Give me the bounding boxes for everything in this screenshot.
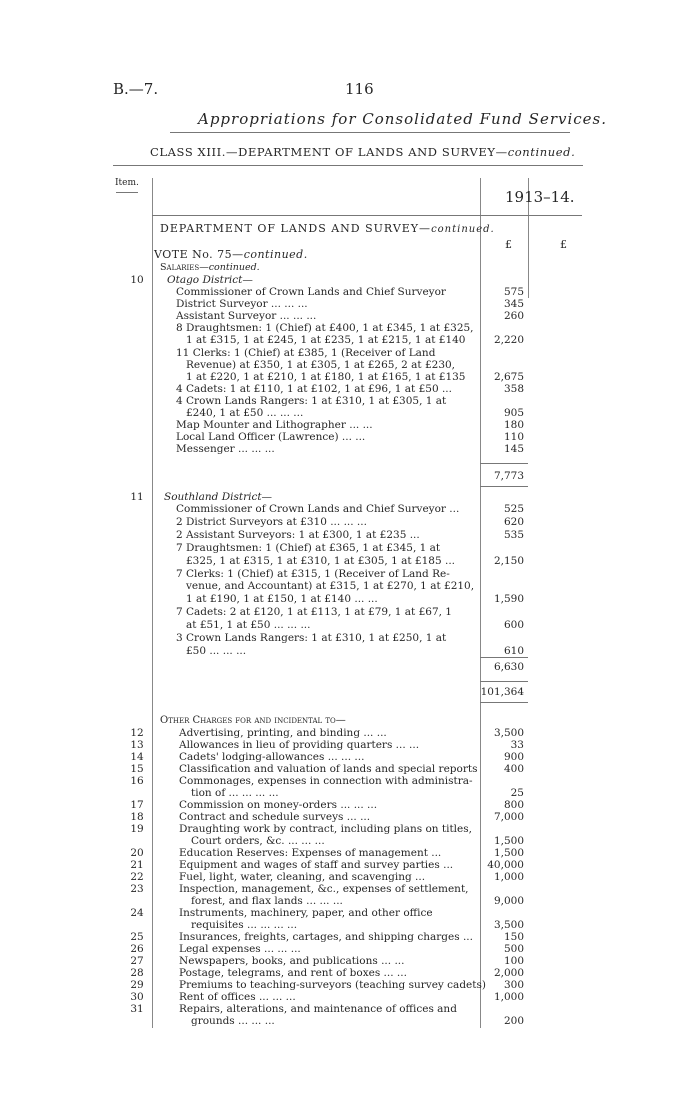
line-text: requisites ... ... ... ... xyxy=(191,919,298,931)
line-text: Premiums to teaching-surveyors (teaching survey cadets) xyxy=(179,979,486,991)
grand-total: 101,364 xyxy=(480,686,524,698)
table-top-rule xyxy=(113,165,583,166)
line-text: Commonages, expenses in connection with administra- xyxy=(179,775,473,787)
header-bottom-rule xyxy=(152,215,582,216)
line-text: 2 District Surveyors at £310 ... ... ... xyxy=(176,515,367,528)
vote-continued: continued. xyxy=(243,248,308,261)
line-amount: 535 xyxy=(503,528,524,541)
line-amount: 3,500 xyxy=(493,919,524,931)
line-text: Equipment and wages of staff and survey parties ... xyxy=(179,859,454,871)
line-text: Postage, telegrams, and rent of boxes ... ... xyxy=(179,967,407,979)
line-amount: 1,000 xyxy=(493,991,524,1003)
line-amount: 9,000 xyxy=(493,895,524,907)
salaries-text: Salaries— xyxy=(160,262,209,273)
otago-total: 7,773 xyxy=(493,470,524,482)
line-amount: 2,220 xyxy=(493,334,524,347)
line-text: Commissioner of Crown Lands and Chief Surveyor xyxy=(176,286,446,298)
line-amount: 400 xyxy=(503,763,524,775)
line-text: 7 Cadets: 2 at £120, 1 at £113, 1 at £79, 1 at £67, 1 xyxy=(176,606,452,619)
line-amount: 100 xyxy=(503,955,524,967)
line-text: Inspection, management, &c., expenses of settlement, xyxy=(179,883,469,895)
line-item-number: 27 xyxy=(130,955,144,967)
line-item-number: 16 xyxy=(130,775,144,787)
line-amount: 1,590 xyxy=(493,593,524,606)
line-item-number: 23 xyxy=(130,883,144,895)
line-amount: 1,000 xyxy=(493,871,524,883)
line-item-number: 15 xyxy=(130,763,144,775)
line-text: Contract and schedule surveys ... ... xyxy=(179,811,371,823)
line-item-number: 18 xyxy=(130,811,144,823)
line-text: Rent of offices ... ... ... xyxy=(179,991,296,1003)
line-text: Legal expenses ... ... ... xyxy=(179,943,301,955)
line-amount: 905 xyxy=(503,407,524,419)
southland-total-rule-top xyxy=(480,657,528,658)
line-text: Classification and valuation of lands and special reports xyxy=(179,763,478,775)
line-amount: 150 xyxy=(503,931,524,943)
line-item-number: 24 xyxy=(130,907,144,919)
class-line xyxy=(150,145,575,159)
line-item-number: 21 xyxy=(130,859,144,871)
line-text: Advertising, printing, and binding ... ... xyxy=(179,727,387,739)
title-rule xyxy=(170,132,570,133)
line-text: Commissioner of Crown Lands and Chief Surveyor ... xyxy=(176,503,460,515)
dept-heading-continued: continued. xyxy=(431,224,495,235)
dept-heading xyxy=(160,222,495,235)
line-item-number: 28 xyxy=(130,967,144,979)
line-text: Assistant Surveyor ... ... ... xyxy=(176,310,317,323)
line-amount: 110 xyxy=(503,431,524,444)
page-number: 116 xyxy=(345,80,374,98)
line-text: 1 at £190, 1 at £150, 1 at £140 ... ... xyxy=(186,593,378,606)
line-text: Messenger ... ... ... xyxy=(176,443,275,456)
line-text: Newspapers, books, and publications ... ... xyxy=(179,955,405,967)
line-text: £240, 1 at £50 ... ... ... xyxy=(186,407,304,419)
line-text: Draughting work by contract, including plans on titles, xyxy=(179,823,472,835)
line-text: at £51, 1 at £50 ... ... ... xyxy=(186,619,311,632)
line-item-number: 13 xyxy=(130,739,144,751)
southland-total: 6,630 xyxy=(493,661,524,673)
line-item-number: 20 xyxy=(130,847,144,859)
line-amount: 575 xyxy=(503,286,524,298)
southland-heading: Southland District— xyxy=(164,491,273,503)
line-amount: 525 xyxy=(503,503,524,515)
line-item-number: 25 xyxy=(130,931,144,943)
line-text: 7 Draughtsmen: 1 (Chief) at £365, 1 at £345, 1 at xyxy=(176,541,441,554)
class-line-continued: continued. xyxy=(507,145,576,159)
line-text: tion of ... ... ... ... xyxy=(191,787,279,799)
item-header-dash xyxy=(116,192,138,193)
otago-total-rule-bottom xyxy=(480,486,528,487)
line-text: grounds ... ... ... xyxy=(191,1015,275,1027)
line-text: 1 at £220, 1 at £210, 1 at £180, 1 at £165, 1 at £135 xyxy=(186,370,466,383)
line-amount: 1,500 xyxy=(493,835,524,847)
line-text: 1 at £315, 1 at £245, 1 at £235, 1 at £215, 1 at £140 xyxy=(186,334,466,347)
line-item-number: 26 xyxy=(130,943,144,955)
line-amount: 145 xyxy=(503,443,524,456)
page-title: Appropriations for Consolidated Fund Services. xyxy=(198,110,608,128)
line-text: District Surveyor ... ... ... xyxy=(176,298,308,311)
line-text: Instruments, machinery, paper, and other office xyxy=(179,907,433,919)
other-heading: Other Charges for and incidental to— xyxy=(160,715,346,726)
line-text: £325, 1 at £315, 1 at £310, 1 at £305, 1 at £185 ... xyxy=(186,554,456,567)
salaries-line xyxy=(160,262,260,275)
grand-total-rule-top xyxy=(480,681,528,682)
line-text: 8 Draughtsmen: 1 (Chief) at £400, 1 at £345, 1 at £325, xyxy=(176,322,474,335)
line-text: forest, and flax lands ... ... ... xyxy=(191,895,343,907)
southland-item: 11 xyxy=(130,491,144,503)
salaries-continued: continued. xyxy=(208,262,260,273)
line-item-number: 29 xyxy=(130,979,144,991)
col-b-header: £ xyxy=(560,238,567,251)
line-amount: 2,150 xyxy=(493,554,524,567)
line-amount: 25 xyxy=(510,787,524,799)
line-amount: 300 xyxy=(503,979,524,991)
otago-item: 10 xyxy=(130,274,144,286)
line-text: Repairs, alterations, and maintenance of offices and xyxy=(179,1003,457,1015)
vote-line xyxy=(154,249,308,262)
line-text: Cadets' lodging-allowances ... ... ... xyxy=(179,751,365,763)
line-text: 2 Assistant Surveyors: 1 at £300, 1 at £235 ... xyxy=(176,528,420,541)
line-amount: 180 xyxy=(503,419,524,432)
otago-heading: Otago District— xyxy=(167,274,253,286)
line-text: 11 Clerks: 1 (Chief) at £385, 1 (Receiver of Land xyxy=(176,346,436,359)
line-amount: 2,675 xyxy=(493,370,524,383)
line-text: Court orders, &c. ... ... ... xyxy=(191,835,325,847)
line-text: Fuel, light, water, cleaning, and scavenging ... xyxy=(179,871,426,883)
line-text: £50 ... ... ... xyxy=(186,644,247,657)
line-amount: 345 xyxy=(503,298,524,311)
line-amount: 500 xyxy=(503,943,524,955)
line-amount: 40,000 xyxy=(487,859,524,871)
line-amount: 1,500 xyxy=(493,847,524,859)
line-item-number: 14 xyxy=(130,751,144,763)
line-amount: 2,000 xyxy=(493,967,524,979)
line-text: Allowances in lieu of providing quarters ... ... xyxy=(179,739,420,751)
line-amount: 200 xyxy=(503,1015,524,1027)
dept-heading-text: DEPARTMENT OF LANDS AND SURVEY— xyxy=(160,222,432,235)
col-a-header: £ xyxy=(505,238,512,251)
line-item-number: 22 xyxy=(130,871,144,883)
line-text: 4 Cadets: 1 at £110, 1 at £102, 1 at £96, 1 at £50 ... xyxy=(176,382,452,395)
line-text: 4 Crown Lands Rangers: 1 at £310, 1 at £305, 1 at xyxy=(176,394,447,407)
line-text: Commission on money-orders ... ... ... xyxy=(179,799,378,811)
line-amount: 900 xyxy=(503,751,524,763)
line-text: Revenue) at £350, 1 at £305, 1 at £265, 2 at £230, xyxy=(186,358,456,371)
grand-total-rule-bottom xyxy=(480,702,528,703)
line-item-number: 12 xyxy=(130,727,144,739)
item-header: Item. xyxy=(115,178,139,188)
line-item-number: 17 xyxy=(130,799,144,811)
line-amount: 3,500 xyxy=(493,727,524,739)
line-text: 3 Crown Lands Rangers: 1 at £310, 1 at £250, 1 at xyxy=(176,632,447,644)
line-item-number: 31 xyxy=(130,1003,144,1015)
line-text: Education Reserves: Expenses of management ... xyxy=(179,847,442,859)
otago-total-rule-top xyxy=(480,463,528,464)
line-amount: 260 xyxy=(503,310,524,323)
line-amount: 358 xyxy=(503,382,524,395)
year-header: 1913–14. xyxy=(505,188,575,206)
line-amount: 600 xyxy=(503,619,524,632)
line-text: Local Land Officer (Lawrence) ... ... xyxy=(176,431,366,444)
line-amount: 610 xyxy=(503,644,524,657)
line-text: Map Mounter and Lithographer ... ... xyxy=(176,419,373,432)
line-item-number: 30 xyxy=(130,991,144,1003)
line-item-number: 19 xyxy=(130,823,144,835)
page-ref: B.—7. xyxy=(113,80,159,98)
line-amount: 800 xyxy=(503,799,524,811)
item-column-rule xyxy=(152,178,153,1028)
line-text: venue, and Accountant) at £315, 1 at £270, 1 at £210, xyxy=(186,580,475,593)
line-text: 7 Clerks: 1 (Chief) at £315, 1 (Receiver of Land Re- xyxy=(176,567,450,580)
vote-text: VOTE No. 75— xyxy=(154,248,244,261)
line-amount: 33 xyxy=(510,739,524,751)
line-text: Insurances, freights, cartages, and shipping charges ... xyxy=(179,931,473,943)
class-line-text: CLASS XIII.—DEPARTMENT OF LANDS AND SURVEY— xyxy=(150,145,508,159)
line-amount: 7,000 xyxy=(493,811,524,823)
line-amount: 620 xyxy=(503,515,524,528)
